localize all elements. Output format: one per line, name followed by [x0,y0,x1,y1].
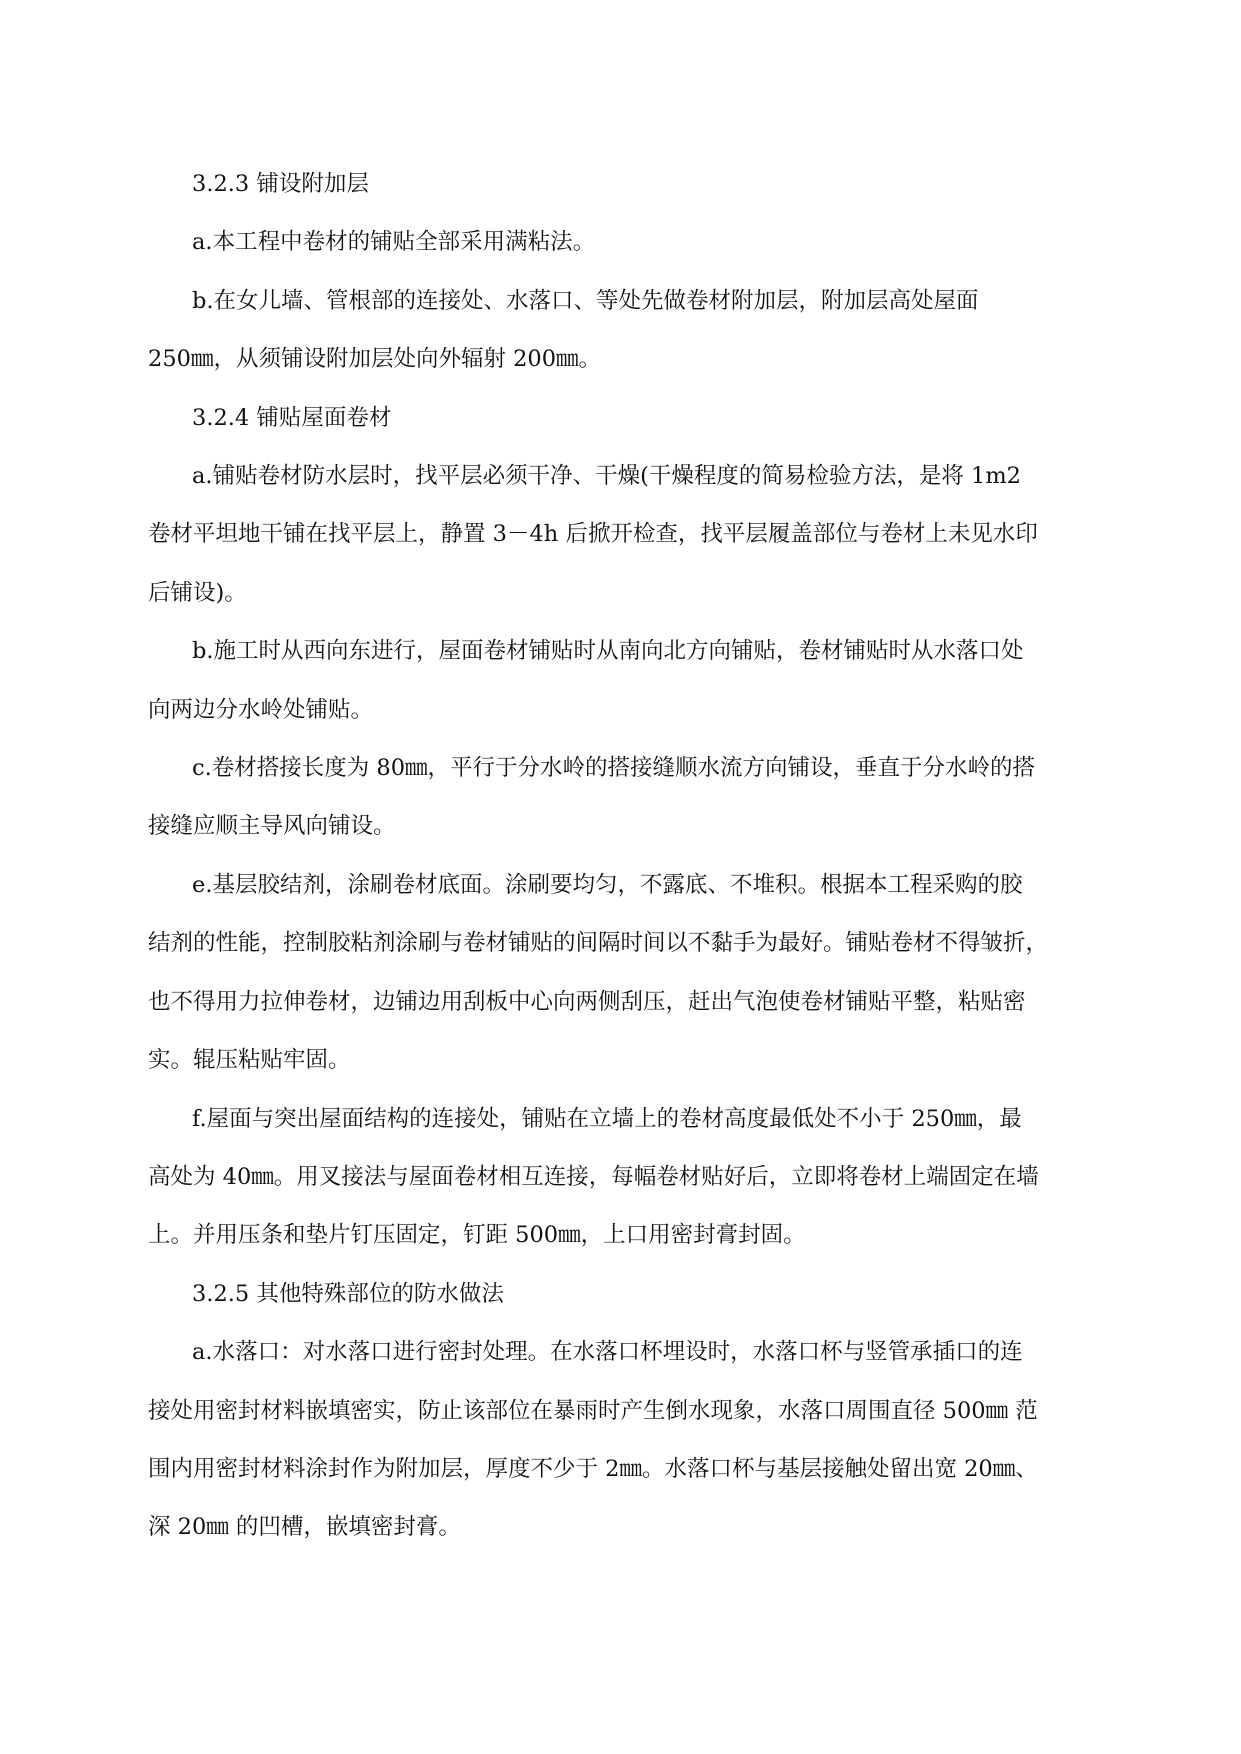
text-line: a.铺贴卷材防水层时，找平层必须干净、干燥(干燥程度的简易检验方法，是将 1m2 [192,463,1021,490]
text-line: 卷材平坦地干铺在找平层上，静置 3－4h 后掀开检查，找平层履盖部位与卷材上未见水印 [148,521,1038,548]
text-line: 接处用密封材料嵌填密实，防止该部位在暴雨时产生倒水现象，水落口周围直径 500㎜ 范 [148,1397,1038,1424]
text-line: f.屋面与突出屋面结构的连接处，铺贴在立墙上的卷材高度最低处不小于 250㎜，最 [192,1105,1022,1132]
text-line: 接缝应顺主导风向铺设。 [148,813,396,840]
section-heading-3-2-3 [148,155,1123,213]
paragraph-a-drain-outlet [148,1323,1123,1557]
text-line: 高处为 40㎜。用叉接法与屋面卷材相互连接，每幅卷材贴好后，立即将卷材上端固定在墙 [148,1163,1039,1190]
paragraph-e-adhesive [148,856,1123,1090]
text-line: 围内用密封材料涂封作为附加层，厚度不少于 2㎜。水落口杯与基层接触处留出宽 20㎜、 [148,1455,1038,1482]
paragraph-b-laying-direction [148,622,1123,739]
text-line: a.本工程中卷材的铺贴全部采用满粘法。 [192,229,596,256]
section-heading-3-2-4 [148,389,1123,447]
text-line: 250㎜，从须铺设附加层处向外辐射 200㎜。 [148,346,602,373]
text-line: c.卷材搭接长度为 80㎜，平行于分水岭的搭接缝顺水流方向铺设，垂直于分水岭的搭 [192,755,1036,782]
paragraph-f-wall-junction [148,1090,1123,1265]
text-line: 也不得用力拉伸卷材，边铺边用刮板中心向两侧刮压，赶出气泡使卷材铺贴平整，粘贴密 [148,988,1026,1015]
text-line: 实。辊压粘贴牢固。 [148,1047,351,1074]
paragraph-a-full-adhesion [148,213,1123,271]
text-line: 深 20㎜ 的凹槽，嵌填密封膏。 [148,1514,461,1541]
text-line: e.基层胶结剂，涂刷卷材底面。涂刷要均匀，不露底、不堆积。根据本工程采购的胶 [192,871,1023,898]
text-line: 向两边分水岭处铺贴。 [148,696,374,723]
text-line: 3.2.5 其他特殊部位的防水做法 [192,1280,504,1307]
paragraph-b-additional-layer [148,272,1123,389]
text-line: 3.2.3 铺设附加层 [192,171,369,197]
paragraph-c-overlap-length [148,739,1123,856]
text-line: 后铺设)。 [148,579,247,606]
paragraph-a-dry-base [148,447,1123,622]
section-heading-3-2-5 [148,1265,1123,1323]
text-line: b.在女儿墙、管根部的连接处、水落口、等处先做卷材附加层，附加层高处屋面 [192,287,979,314]
text-line: b.施工时从西向东进行，屋面卷材铺贴时从南向北方向铺贴，卷材铺贴时从水落口处 [192,638,1024,665]
text-line: a.水落口：对水落口进行密封处理。在水落口杯埋设时，水落口杯与竖管承插口的连 [192,1339,1023,1366]
text-line: 上。并用压条和垫片钉压固定，钉距 500㎜，上口用密封膏封固。 [148,1222,806,1249]
text-line: 结剂的性能，控制胶粘剂涂刷与卷材铺贴的间隔时间以不黏手为最好。铺贴卷材不得皱折， [148,930,1049,957]
text-line: 3.2.4 铺贴屋面卷材 [192,404,392,431]
